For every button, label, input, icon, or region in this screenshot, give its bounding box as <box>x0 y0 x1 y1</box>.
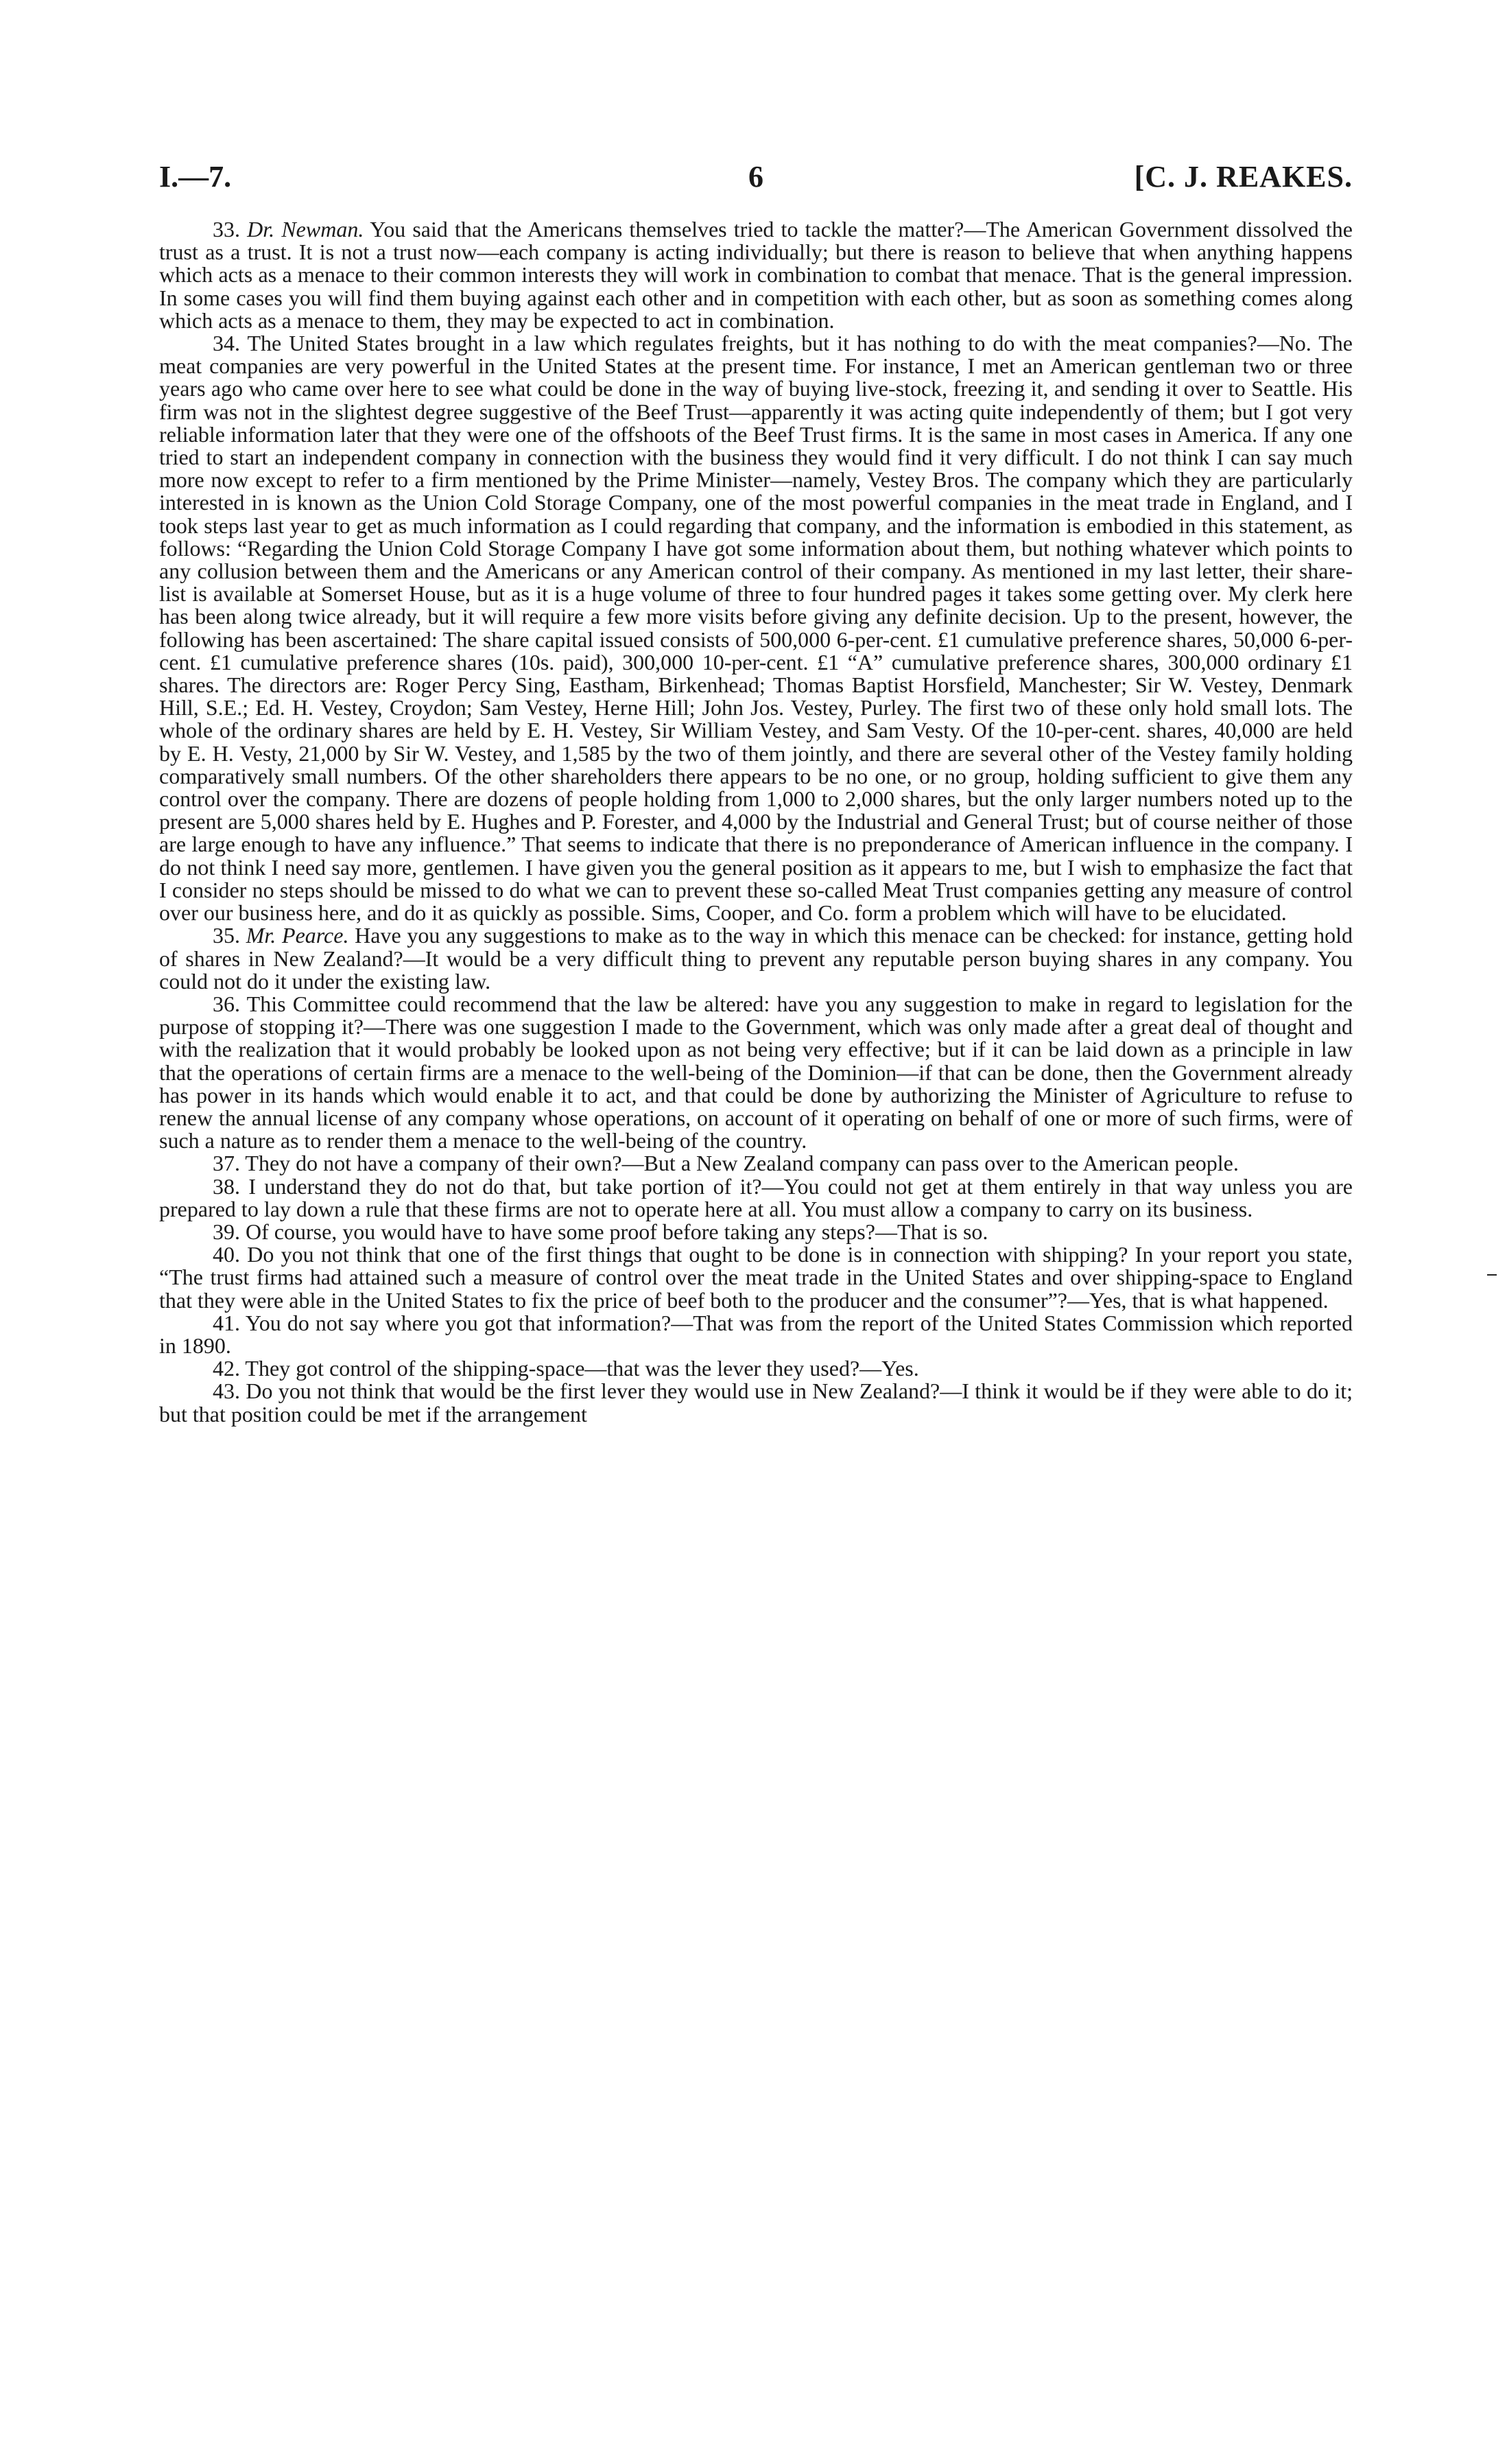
paragraph-37 <box>159 1152 1353 1175</box>
paragraph-42 <box>159 1357 1353 1380</box>
paragraph-40 <box>159 1243 1353 1312</box>
margin-dash <box>1487 1274 1497 1276</box>
paragraph-43 <box>159 1380 1353 1425</box>
paragraph-33 <box>159 218 1353 332</box>
paper-reference: I.—7. <box>159 160 232 193</box>
page-number: 6 <box>748 160 763 193</box>
paragraph-38 <box>159 1175 1353 1221</box>
paragraph-36 <box>159 993 1353 1152</box>
paragraph-text: 37. They do not have a company of their own?—But a New Zealand company can pass over to the American people. <box>213 1151 1239 1176</box>
testimony-body <box>159 218 1353 1426</box>
page-header <box>159 159 1353 200</box>
paragraph-35 <box>159 924 1353 993</box>
witness-name: [C. J. REAKES. <box>1134 160 1353 193</box>
paragraph-text: 38. I understand they do not do that, but take portion of it?—You could not get at them entirely in that way unless you are prepared to lay down a rule that these firms are not to operate here at all. You must allow a company to carry on its business. <box>159 1173 1353 1221</box>
paragraph-41 <box>159 1312 1353 1357</box>
paragraph-text: Have you any suggestions to make as to the way in which this menace can be checked: for instance, getting hold of shares in New Zealand?—It would be a very difficult thing to prevent any reputable person buying shares in any company. You could not do it under the existing law. <box>159 923 1353 994</box>
paragraph-39 <box>159 1221 1353 1243</box>
question-number: 33. <box>213 217 248 242</box>
paragraph-text: You said that the Americans themselves tried to tackle the matter?—The American Government dissolved the trust as a trust. It is not a trust now—each company is acting individually; but there is reason to believe that when anything happens which acts as a menace to their common interests they will work in combination to combat that menace. That is the general impression. In some cases you will find them buying against each other and in competition with each other, but as soon as something comes along which acts as a menace to them, they may be expected to act in combination. <box>159 217 1353 333</box>
paragraph-34 <box>159 332 1353 924</box>
speaker-name: Mr. Pearce. <box>246 923 349 948</box>
paragraph-text: 34. The United States brought in a law which regulates freights, but it has nothing to do with the meat companies?—No. The meat companies are very powerful in the United States at the present time. For instance, I met an American gentleman two or three years ago who came over here to see what could be done in the way of buying live-stock, freezing it, and sending it over to Seattle. His firm was not in the slightest degree suggestive of the Beef Trust—apparently it was acting quite independently of them; but I got very reliable information later that they were one of the offshoots of the Beef Trust firms. It is the same in most cases in America. If any one tried to start an independent company in connection with the business they would find it very difficult. I do not think I can say much more now except to refer to a firm mentioned by the Prime Minister—namely, Vestey Bros. The company which they are particularly interested in is known as the Union Cold Storage Company, one of the most powerful companies in the meat trade in England, and I took steps last year to get as much information as I could regarding that company, and the information is embodied in this statement, as follows: “Regarding the Union Cold Storage Company I have got some information about them, but nothing whatever which points to any collusion between them and the Americans or any American control of their company. As mentioned in my last letter, their share-list is available at Somerset House, but as it is a huge volume of three to four hundred pages it takes some getting over. My clerk here has been along twice already, but it will require a few more visits before giving any definite decision. Up to the present, however, the following has been ascertained: The share capital issued consists of 500,000 6-per-cent. £1 cumulative preference shares, 50,000 6-per-cent. £1 cumulative preference shares (10s. paid), 300,000 10-per-cent. £1 “A” cumulative preference shares, 300,000 ordinary £1 shares. The directors are: Roger Percy Sing, Eastham, Birkenhead; Thomas Baptist Horsfield, Manchester; Sir W. Vestey, Denmark Hill, S.E.; Ed. H. Vestey, Croydon; Sam Vestey, Herne Hill; John Jos. Vestey, Purley. The first two of these only hold small lots. The whole of the ordinary shares are held by E. H. Vestey, Sir William Vestey, and Sam Vesty. Of the 10-per-cent. shares, 40,000 are held by E. H. Vesty, 21,000 by Sir W. Vestey, and 1,585 by the two of them jointly, and there are several other of the Vestey family holding comparatively small numbers. Of the other shareholders there appears to be no one, or no group, holding sufficient to give them any control over the company. There are dozens of people holding from 1,000 to 2,000 shares, but the only larger numbers noted up to the present are 5,000 shares held by E. Hughes and P. Forester, and 4,000 by the Industrial and General Trust; but of course neither of those are large enough to have any influence.” That seems to indicate that there is no preponderance of American influence in the company. I do not think I need say more, gentlemen. I have given you the general position as it appears to me, but I wish to emphasize the fact that I consider no steps should be missed to do what we can to prevent these so-called Meat Trust companies getting any measure of control over our business here, and do it as quickly as possible. Sims, Cooper, and Co. form a problem which will have to be elucidated. <box>159 331 1353 926</box>
speaker-name: Dr. Newman. <box>247 217 364 242</box>
paragraph-text: 40. Do you not think that one of the first things that ought to be done is in connection with shipping? In your report you state, “The trust firms had attained such a measure of control over the meat trade in the United States and over shipping-space to England that they were able in the United States to fix the price of beef both to the producer and the consumer”?—Yes, that is what happened. <box>159 1242 1353 1313</box>
paragraph-text: 39. Of course, you would have to have some proof before taking any steps?—That is so. <box>213 1219 988 1244</box>
paragraph-text: 36. This Committee could recommend that the law be altered: have you any suggestion to make in regard to legislation for the purpose of stopping it?—There was one suggestion I made to the Government, which was only made after a great deal of thought and with the realization that it would probably be looked upon as not being very effective; but if it can be laid down as a principle in law that the operations of certain firms are a menace to the well-being of the Dominion—if that can be done, then the Government already has power in its hands which would enable it to act, and that could be done by authorizing the Minister of Agriculture to refuse to renew the annual license of any company whose operations, on account of it operating on behalf of one or more of such firms, were of such a nature as to render them a menace to the well-being of the country. <box>159 991 1353 1153</box>
paragraph-text: 43. Do you not think that would be the first lever they would use in New Zealand?—I think it would be if they were able to do it; but that position could be met if the arrangement <box>159 1378 1353 1427</box>
paragraph-text: 42. They got control of the shipping-space—that was the lever they used?—Yes. <box>213 1356 919 1381</box>
paragraph-text: 41. You do not say where you got that information?—That was from the report of the United States Commission which reported in 1890. <box>159 1310 1353 1358</box>
question-number: 35. <box>213 923 246 948</box>
